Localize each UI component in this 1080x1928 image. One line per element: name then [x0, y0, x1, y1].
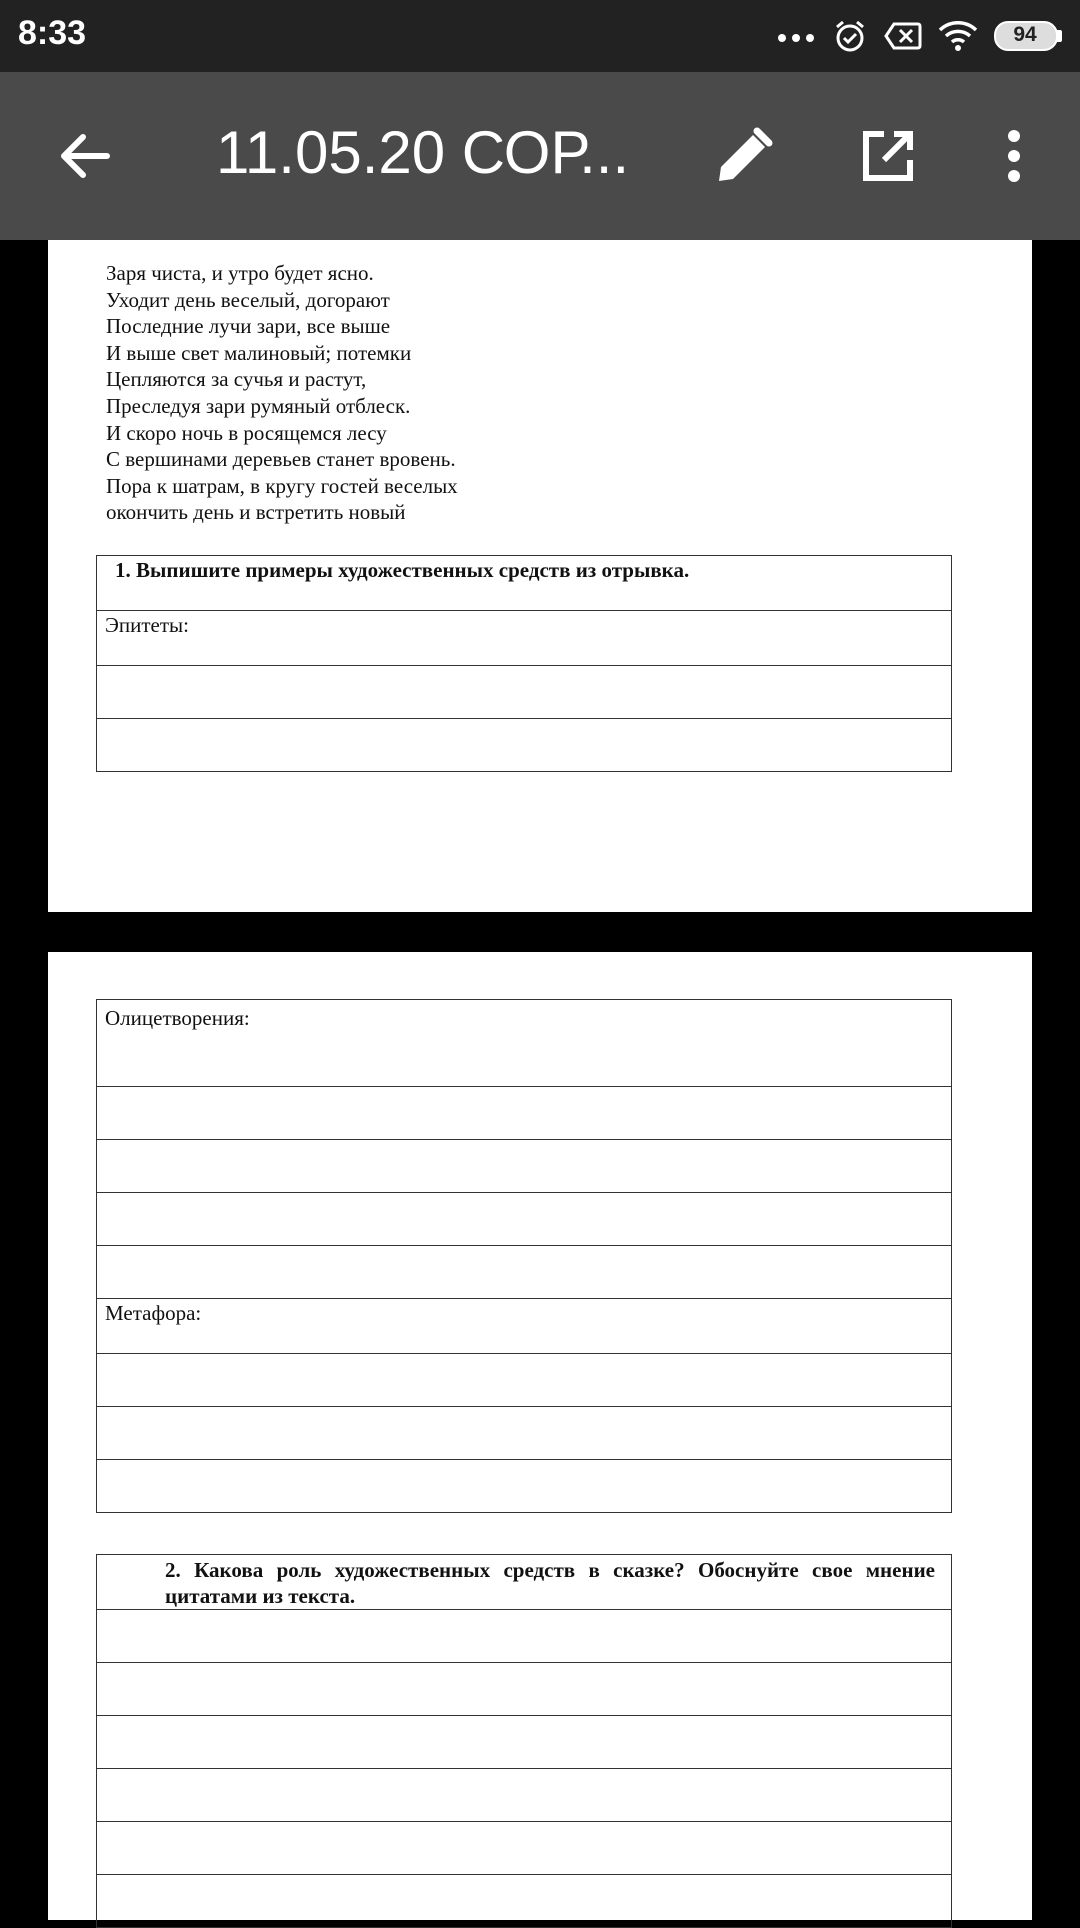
epithets-label: Эпитеты: [97, 611, 952, 666]
answer-line [97, 1140, 952, 1193]
document-title: 11.05.20 СОР... [216, 119, 630, 186]
status-icons [776, 14, 1062, 58]
back-button[interactable] [54, 126, 114, 186]
poem-line: Пора к шатрам, в кругу гостей веселых [106, 473, 458, 498]
poem-line: С вершинами деревьев станет вровень. [106, 447, 456, 472]
answer-line [97, 1663, 952, 1716]
app-bar [0, 72, 1080, 240]
more-vert-icon [1004, 129, 1024, 183]
poem-line: окончить день и встретить новый [106, 500, 406, 525]
answer-table-3 [96, 1554, 952, 1928]
answer-line [97, 1610, 952, 1663]
question-2: 2. Какова роль художественных средств в сказке? Обоснуйте свое мнение цитатами из текста. [97, 1555, 952, 1610]
question-1: 1. Выпишите примеры художественных средств из отрывка. [97, 556, 952, 611]
answer-line [97, 1407, 952, 1460]
poem-line: Уходит день веселый, догорают [106, 287, 390, 312]
answer-line [97, 1193, 952, 1246]
answer-line [97, 1087, 952, 1140]
poem-line: Цепляются за сучья и растут, [106, 367, 367, 392]
poem-line: Заря чиста, и утро будет ясно. [106, 261, 374, 285]
notification-x-icon [884, 21, 922, 51]
answer-table-2 [96, 999, 952, 1513]
answer-line [97, 1246, 952, 1299]
answer-line [97, 1354, 952, 1407]
metaphor-label: Метафора: [97, 1299, 952, 1354]
document-page-1[interactable] [48, 240, 1032, 912]
wifi-icon [938, 20, 978, 52]
answer-line [97, 1716, 952, 1769]
answer-line [97, 719, 952, 772]
edit-pencil-icon [715, 127, 773, 185]
poem-line: И выше свет малиновый; потемки [106, 340, 412, 365]
status-time: 8:33 [18, 14, 87, 52]
poem-line: Преследуя зари румяный отблеск. [106, 393, 411, 418]
answer-line [97, 666, 952, 719]
more-dots-icon [776, 28, 816, 44]
back-arrow-icon [57, 129, 111, 183]
battery-icon [994, 21, 1062, 51]
open-external-icon [860, 128, 916, 184]
alarm-icon [832, 18, 868, 54]
poem-text [106, 260, 458, 526]
edit-button[interactable] [714, 126, 774, 186]
status-bar [0, 0, 1080, 72]
battery-level: 94 [1013, 23, 1037, 46]
answer-line [97, 1822, 952, 1875]
poem-line: И скоро ночь в росящемся лесу [106, 420, 387, 445]
personification-label: Олицетворения: [97, 1000, 952, 1087]
answer-line [97, 1460, 952, 1513]
document-page-2[interactable] [48, 952, 1032, 1920]
open-external-button[interactable] [858, 126, 918, 186]
poem-line: Последние лучи зари, все выше [106, 314, 391, 339]
answer-line [97, 1769, 952, 1822]
more-options-button[interactable] [984, 126, 1044, 186]
answer-table-1 [96, 555, 952, 772]
